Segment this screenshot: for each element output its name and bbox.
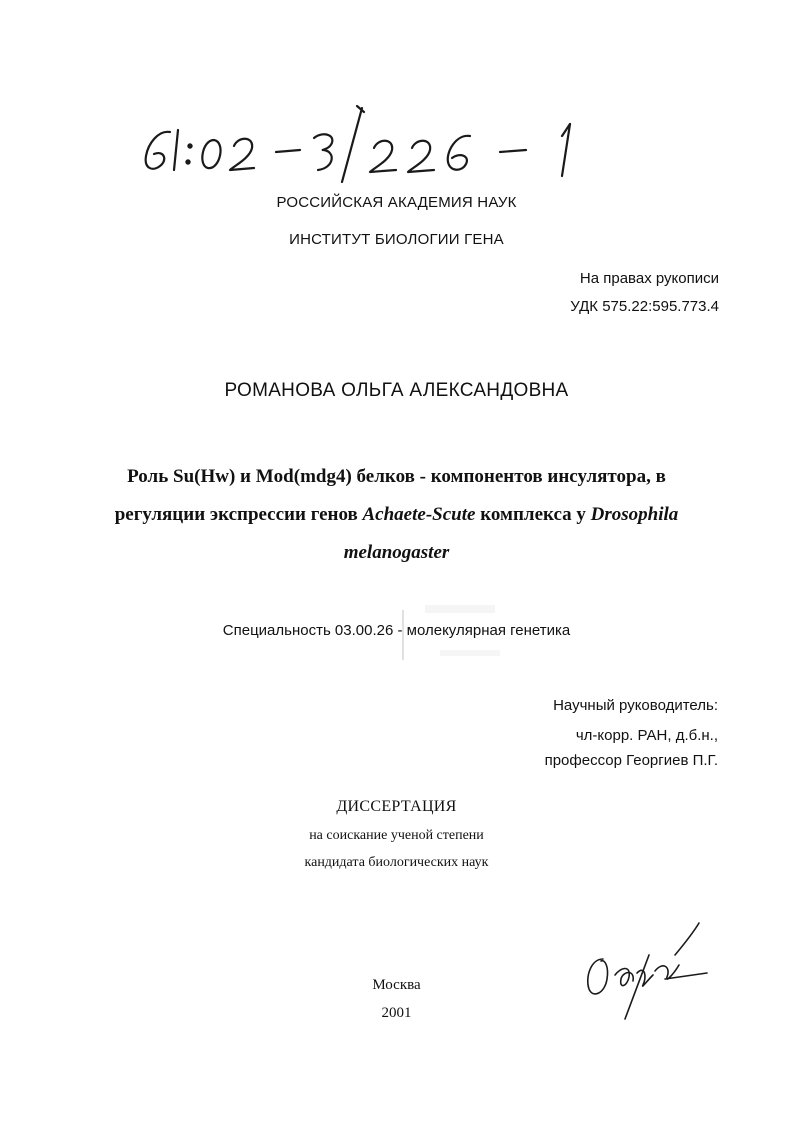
supervisor-rank: чл-корр. РАН, д.б.н., — [575, 727, 718, 744]
title-line-2-part-b: комплекса у — [475, 504, 591, 525]
dissertation-type: ДИССЕРТАЦИЯ — [336, 798, 457, 815]
title-line-2-part-a: регуляции экспрессии генов — [114, 504, 363, 525]
city: Москва — [372, 977, 421, 993]
academy-name: РОССИЙСКАЯ АКАДЕМИЯ НАУК — [276, 194, 517, 211]
title-italic-drosophila: Drosophila — [590, 504, 679, 525]
title-line-2 — [92, 496, 701, 534]
scan-artifact — [402, 610, 404, 660]
title-italic-achaete-scute: Achaete-Scute — [362, 504, 476, 525]
title-line-3: melanogaster — [343, 542, 450, 563]
dissertation-degree-line-1: на соискание ученой степени — [309, 828, 484, 843]
year: 2001 — [381, 1005, 412, 1021]
signature-drawing — [575, 915, 715, 1025]
udc-code: УДК 575.22:595.773.4 — [570, 298, 719, 315]
supervisor-name: профессор Георгиев П.Г. — [544, 752, 718, 769]
handwritten-archive-code — [130, 96, 600, 192]
dissertation-degree-line-2: кандидата биологических наук — [304, 855, 489, 870]
supervisor-label: Научный руководитель: — [553, 697, 718, 714]
institute-name: ИНСТИТУТ БИОЛОГИИ ГЕНА — [289, 231, 504, 248]
title-line-1: Роль Su(Hw) и Mod(mdg4) белков - компонентов инсулятора, в — [127, 466, 666, 487]
scan-artifact — [425, 605, 495, 613]
scan-artifact — [440, 650, 500, 656]
handwritten-signature — [575, 915, 715, 1025]
rights-label: На правах рукописи — [579, 270, 719, 287]
thesis-title — [92, 458, 701, 572]
specialty-line: Специальность 03.00.26 - молекулярная генетика — [222, 622, 571, 639]
archive-code-text — [130, 96, 600, 192]
author-name: РОМАНОВА ОЛЬГА АЛЕКСАНДОВНА — [224, 380, 569, 401]
